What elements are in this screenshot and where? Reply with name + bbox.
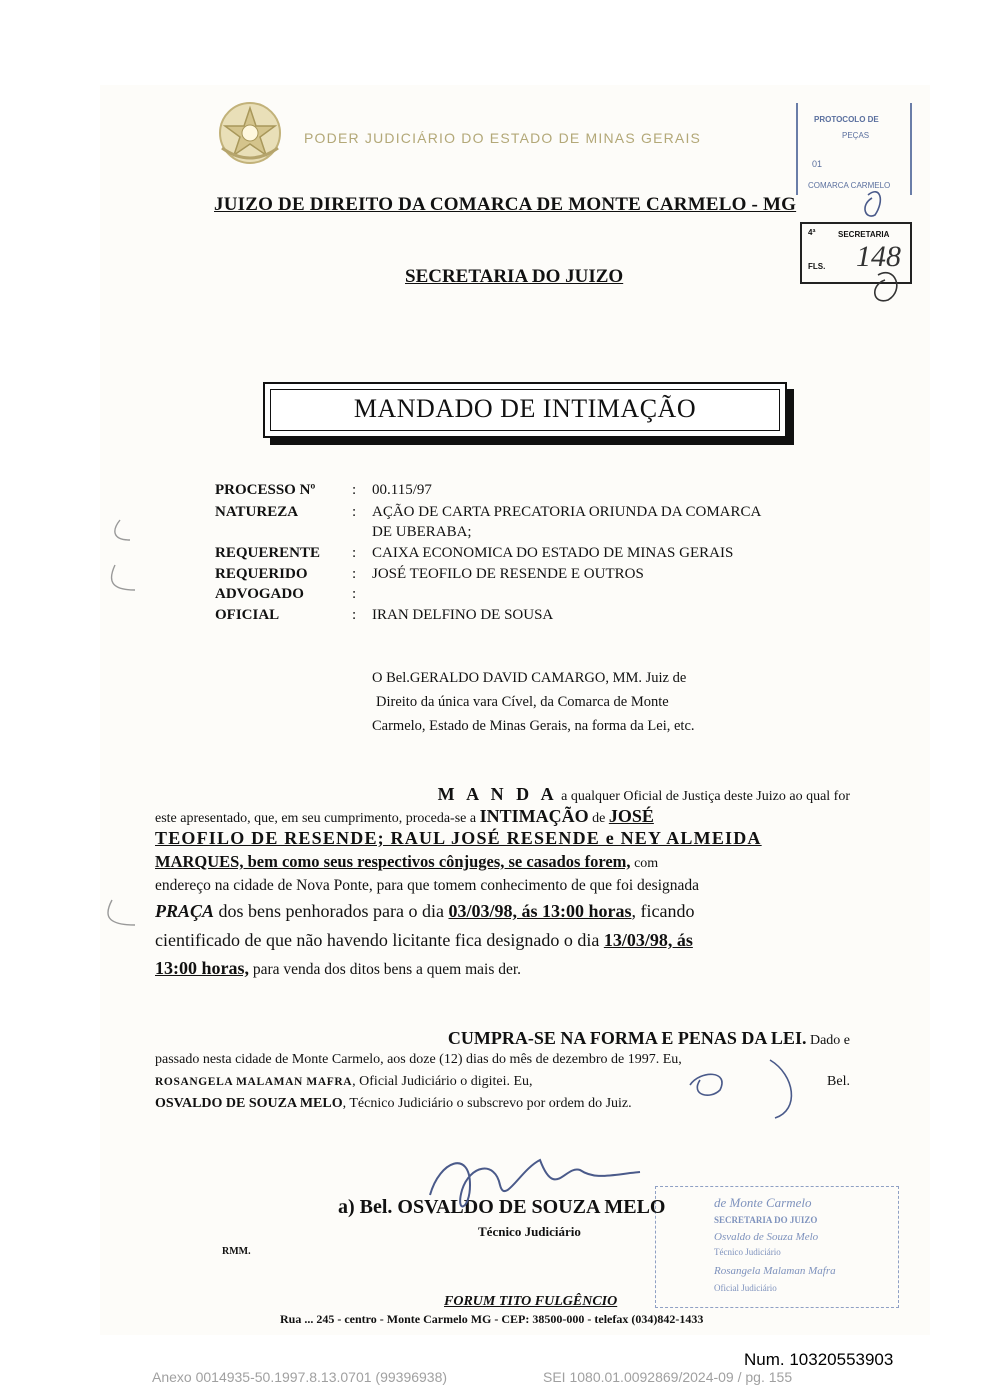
closing-line-1 — [155, 1028, 850, 1049]
body-line-6b: dos bens penhorados para o dia — [214, 901, 449, 921]
body-line-1-rest: a qualquer Oficial de Justiça deste Juizo ao qual for — [557, 789, 850, 804]
field-colon: : — [352, 545, 357, 561]
clerk-stamp — [655, 1186, 899, 1308]
closing-line-3c: Bel. — [827, 1074, 850, 1089]
folio-stamp-secretaria: SECRETARIA — [838, 230, 890, 239]
protocol-stamp-line3: 01 — [812, 159, 823, 169]
institution-name: PODER JUDICIÁRIO DO ESTADO DE MINAS GERAIS — [304, 130, 702, 146]
clerk-stamp-line4: Técnico Judiciário — [714, 1247, 781, 1257]
document-number: Num. 10320553903 — [744, 1350, 894, 1369]
signer-role: Técnico Judiciário — [478, 1224, 581, 1239]
field-label-processo: PROCESSO Nº — [215, 482, 316, 498]
clerk-stamp-line5: Rosangela Malaman Mafra — [714, 1265, 836, 1277]
field-value-oficial: IRAN DELFINO DE SOUSA — [372, 607, 554, 623]
judge-intro-line2: Direito da única vara Cível, da Comarca de Monte — [376, 694, 669, 710]
closing-line-3 — [155, 1074, 850, 1090]
judge-intro-line3: Carmelo, Estado de Minas Gerais, na forma da Lei, etc. — [372, 718, 695, 734]
folio-stamp — [800, 222, 912, 284]
closing-line-4 — [155, 1096, 850, 1112]
body-line-3: TEOFILO DE RESENDE; RAUL JOSÉ RESENDE e NEY ALMEIDA — [155, 828, 762, 848]
protocol-stamp-line1: PROTOCOLO DE — [814, 115, 879, 124]
forum-name: FORUM TITO FULGÊNCIO — [444, 1294, 618, 1309]
body-line-4 — [155, 852, 850, 872]
cumpra-heading: CUMPRA-SE NA FORMA E PENAS DA LEI. — [447, 1028, 807, 1048]
typist-initials: RMM. — [222, 1246, 251, 1257]
body-line-2 — [155, 806, 850, 827]
body-line-2c: de — [588, 811, 609, 826]
second-time: 13:00 horas, — [155, 958, 249, 978]
subscriber-name: OSVALDO DE SOUZA MELO — [155, 1096, 343, 1111]
body-line-4a: MARQUES, bem como seus respectivos cônjuges, se casados forem, — [155, 852, 631, 871]
closing-line-2: passado nesta cidade de Monte Carmelo, aos doze (12) dias do mês de dezembro de 1997. Eu, — [155, 1052, 682, 1067]
body-line-6 — [155, 901, 850, 922]
annex-reference: Anexo 0014935-50.1997.8.13.0701 (99396938) — [152, 1369, 448, 1385]
closing-line-4b: , Técnico Judiciário o subscrevo por ordem do Juiz. — [342, 1096, 632, 1111]
second-date: 13/03/98, ás — [603, 930, 693, 950]
typist-name: ROSANGELA MALAMAN MAFRA — [155, 1076, 353, 1088]
field-value-requerente: CAIXA ECONOMICA DO ESTADO DE MINAS GERAIS — [372, 545, 734, 561]
court-heading: JUIZO DE DIREITO DA COMARCA DE MONTE CARMELO - MG — [214, 194, 797, 215]
body-line-8b: para venda dos ditos bens a quem mais der. — [249, 961, 522, 978]
intimacao-word: INTIMAÇÃO — [479, 806, 589, 826]
folio-stamp-fls: FLS. — [808, 262, 826, 271]
signer-name: a) Bel. OSVALDO DE SOUZA MELO — [338, 1196, 666, 1218]
field-value-natureza: AÇÃO DE CARTA PRECATORIA ORIUNDA DA COMARCA — [372, 504, 762, 520]
body-line-7a: cientificado de que não havendo licitante fica designado o dia — [155, 930, 604, 950]
clerk-stamp-line6: Oficial Judiciário — [714, 1283, 777, 1293]
forum-address: Rua ... 245 - centro - Monte Carmelo MG - CEP: 38500-000 - telefax (034)842-1433 — [280, 1312, 704, 1326]
secretariat-heading: SECRETARIA DO JUIZO — [405, 266, 624, 287]
folio-stamp-ord: 4ª — [808, 228, 816, 237]
clerk-stamp-line2: SECRETARIA DO JUIZO — [714, 1215, 818, 1225]
body-line-1 — [155, 784, 850, 805]
field-label-oficial: OFICIAL — [215, 607, 280, 623]
judge-intro-line1: O Bel.GERALDO DAVID CAMARGO, MM. Juiz de — [372, 670, 687, 686]
closing-line-3b: , Oficial Judiciário o digitei. Eu, — [352, 1074, 533, 1089]
field-colon: : — [352, 607, 357, 623]
field-value-processo: 00.115/97 — [372, 482, 432, 498]
coat-of-arms-icon — [214, 98, 286, 168]
body-line-4b: com — [630, 856, 659, 871]
field-value-requerido: JOSÉ TEOFILO DE RESENDE E OUTROS — [372, 566, 644, 582]
folio-number: 148 — [856, 240, 901, 273]
body-line-2d: JOSÉ — [608, 806, 654, 826]
field-colon: : — [352, 504, 357, 520]
protocol-stamp-line2: PEÇAS — [842, 131, 870, 140]
body-line-6d: , ficando — [631, 901, 695, 921]
field-colon: : — [352, 482, 357, 498]
protocol-stamp — [796, 103, 912, 195]
body-line-8 — [155, 958, 850, 979]
closing-line-1-rest: Dado e — [806, 1033, 850, 1048]
field-label-requerido: REQUERIDO — [215, 566, 308, 582]
body-line-7 — [155, 930, 850, 951]
protocol-stamp-line4: COMARCA CARMELO — [808, 181, 891, 190]
field-label-advogado: ADVOGADO — [215, 586, 304, 602]
field-label-requerente: REQUERENTE — [215, 545, 321, 561]
document-title-box — [263, 382, 787, 438]
field-value-natureza-cont: DE UBERABA; — [372, 524, 472, 540]
sei-reference: SEI 1080.01.0092869/2024-09 / pg. 155 — [543, 1369, 793, 1385]
field-colon: : — [352, 586, 357, 602]
clerk-stamp-line1: de Monte Carmelo — [714, 1195, 812, 1210]
manda-word: M A N D A — [437, 784, 558, 804]
praca-word: PRAÇA — [155, 901, 215, 921]
body-line-5: endereço na cidade de Nova Ponte, para que tomem conhecimento de que foi designada — [155, 877, 700, 894]
praca-date: 03/03/98, ás 13:00 horas — [448, 901, 632, 921]
field-label-natureza: NATUREZA — [215, 504, 299, 520]
body-line-2a: este apresentado, que, em seu cumprimento, proceda-se a — [155, 811, 480, 826]
field-colon: : — [352, 566, 357, 582]
judge-intro — [372, 666, 792, 738]
document-title: MANDADO DE INTIMAÇÃO — [353, 394, 697, 423]
clerk-stamp-line3: Osvaldo de Souza Melo — [714, 1231, 819, 1243]
